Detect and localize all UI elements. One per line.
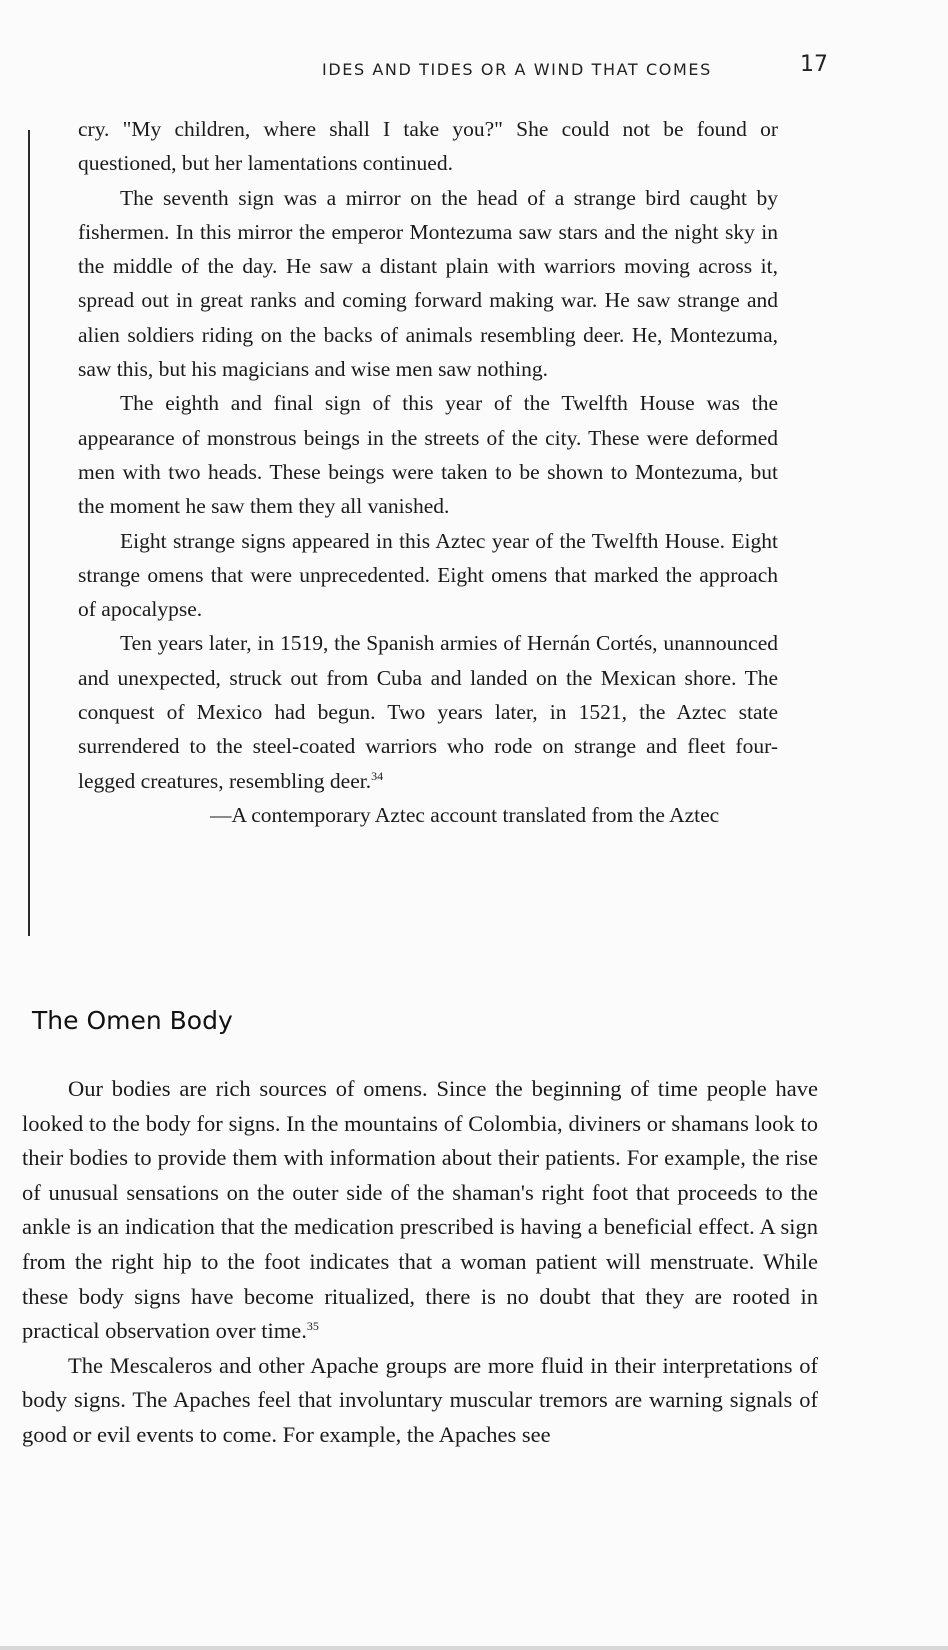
margin-rule: [28, 130, 30, 936]
quoted-extract: [78, 112, 778, 832]
body-paragraph-text: Our bodies are rich sources of omens. Since the beginning of time people have looked to the body for signs. In the mountains of Colombia, diviners or shamans look to their bodies to provide them with information about their patients. For example, the rise of unusual sensations on the outer side of the shaman's right foot that proceeds to the ankle is an indication that the medication prescribed is having a beneficial effect. A sign from the right hip to the foot indicates that a woman patient will menstruate. While these body signs have become ritualized, there is no doubt that they are rooted in practical observation over time.: [22, 1076, 818, 1344]
page-number: 17: [800, 52, 828, 77]
body-paragraph: The Mescaleros and other Apache groups are more fluid in their interpretations of body signs. The Apaches feel that involuntary muscular tremors are warning signals of good or evil events to come. For example, the Apaches see: [22, 1352, 818, 1447]
footnote-marker: 35: [306, 1319, 319, 1334]
running-head: [0, 54, 948, 84]
extract-paragraph-last: [78, 626, 778, 797]
body-text: [22, 1072, 818, 1453]
body-paragraph: [22, 1072, 818, 1349]
footnote-marker: 34: [371, 768, 384, 783]
attribution: —A contemporary Aztec account translated from the Aztec: [210, 802, 720, 827]
extract-paragraph: cry. "My children, where shall I take you?" She could not be found or questioned, but her lamentations continued.: [78, 117, 778, 176]
page-edge: [0, 1646, 948, 1650]
extract-paragraph: The seventh sign was a mirror on the head of a strange bird caught by fishermen. In this mirror the emperor Montezuma saw stars and the night sky in the middle of the day. He saw a distant plain with warriors moving across it, spread out in great ranks and coming forward making war. He saw strange and alien soldiers riding on the backs of animals resembling deer. He, Montezuma, saw this, but his magicians and wise men saw nothing.: [78, 185, 778, 382]
extract-paragraph: The eighth and final sign of this year of the Twelfth House was the appearance of monstrous beings in the streets of the city. These were deformed men with two heads. These beings were taken to be shown to Montezuma, but the moment he saw them they all vanished.: [78, 391, 778, 519]
extract-paragraph: Eight strange signs appeared in this Aztec year of the Twelfth House. Eight strange omens that were unprecedented. Eight omens that marked the approach of apocalypse.: [78, 528, 778, 622]
running-title: IDES AND TIDES OR A WIND THAT COMES: [322, 60, 712, 79]
extract-paragraph-text: Ten years later, in 1519, the Spanish armies of Hernán Cortés, unannounced and unexpected, struck out from Cuba and landed on the Mexican shore. The conquest of Mexico had begun. Two years later, in 1521, the Aztec state surrendered to the steel-coated warriors who rode on strange and fleet four-legged creatures, resembling deer.: [78, 631, 778, 793]
section-heading: The Omen Body: [32, 1006, 233, 1035]
